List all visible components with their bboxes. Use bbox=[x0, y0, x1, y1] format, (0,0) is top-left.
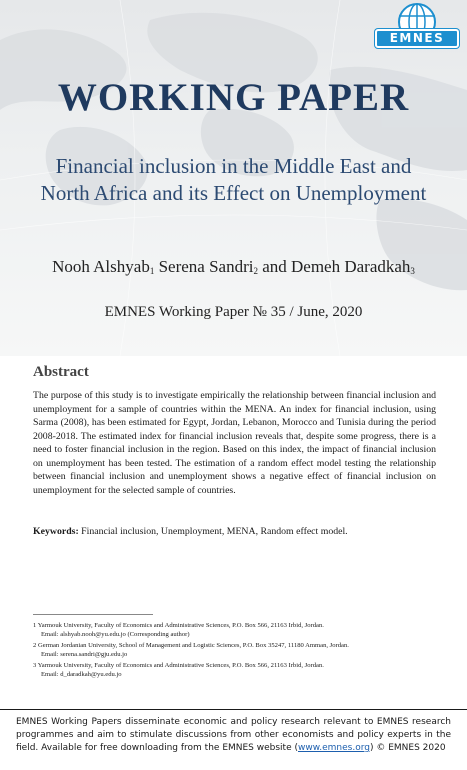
cover-header bbox=[0, 0, 467, 356]
footnote bbox=[33, 622, 443, 639]
paper-title-line-2: North Africa and its Effect on Unemployment bbox=[40, 181, 427, 205]
footnote bbox=[33, 662, 443, 679]
abstract-body: The purpose of this study is to investigate empirically the relationship between financial inclusion and unemployment for a sample of countries within the MENA. An index for financial inclusion, using Sarma (2008), has been estimated for Egypt, Jordan, Lebanon, Morocco and Tunisia during the period 2008-2018. The estimated index for financial inclusion reveals that, despite some progress, there is a need to foster financial inclusion in the region. Based on this index, the impact of financial inclusion on unemployment has been tested. The estimation of a random effect model testing the relationship between financial inclusion and unemployment shows a negative effect of financial inclusion on unemployment for the selected sample of countries. bbox=[33, 390, 436, 496]
author-name: Serena Sandri bbox=[158, 257, 254, 276]
footnote-affiliation: 3 Yarmouk University, Faculty of Economics and Administrative Sciences, P.O. Box 566, 21163 Irbid, Jordan. bbox=[33, 662, 324, 670]
author-affiliation-mark: 1 bbox=[149, 266, 155, 276]
logo-wordmark: EMNES bbox=[375, 29, 459, 48]
series-disclaimer bbox=[0, 709, 467, 770]
emnes-logo bbox=[372, 2, 462, 58]
author-affiliation-mark: 3 bbox=[410, 266, 415, 276]
abstract-heading: Abstract bbox=[33, 364, 89, 380]
author-name: Demeh Daradkah bbox=[291, 257, 411, 276]
footnote bbox=[33, 642, 443, 659]
paper-title bbox=[20, 153, 447, 207]
keywords-label: Keywords: bbox=[33, 526, 79, 537]
footnote-affiliation: 1 Yarmouk University, Faculty of Economics and Administrative Sciences, P.O. Box 566, 21163 Irbid, Jordan. bbox=[33, 622, 324, 629]
disclaimer-text: EMNES Working Papers disseminate economic and policy research relevant to EMNES research programmes and aim to stimulate discussions from other economists and policy experts in the field. Available for free downloading from the EMNES website ( bbox=[16, 717, 451, 753]
footnote-email: Email: alshyab.nooh@yu.edu.jo (Corresponding author) bbox=[41, 630, 190, 638]
author-affiliation-mark: 2 bbox=[253, 266, 258, 276]
footnotes bbox=[33, 622, 443, 683]
copyright-text: ) © EMNES 2020 bbox=[369, 743, 446, 753]
keywords-text: Financial inclusion, Unemployment, MENA, Random effect model. bbox=[78, 526, 348, 537]
author-name: Nooh Alshyab bbox=[52, 257, 150, 276]
keywords-line bbox=[33, 526, 436, 537]
author-list bbox=[0, 256, 467, 282]
footnote-email: Email: d_daradkah@yu.edu.jo bbox=[41, 670, 122, 678]
footnote-email: Email: serena.sandri@gju.edu.jo bbox=[41, 650, 128, 658]
footnote-affiliation: 2 German Jordanian University, School of Management and Logistic Sciences, P.O. Box 35247, 11180 Amman, Jordan. bbox=[33, 642, 349, 650]
emnes-website-link[interactable]: www.emnes.org bbox=[298, 743, 370, 753]
working-paper-number: EMNES Working Paper № 35 / June, 2020 bbox=[104, 304, 363, 320]
document-type-title: WORKING PAPER bbox=[57, 76, 410, 119]
author-separator: and bbox=[257, 257, 291, 276]
paper-title-line-1: Financial inclusion in the Middle East and bbox=[55, 154, 412, 178]
footnote-divider bbox=[33, 614, 153, 615]
